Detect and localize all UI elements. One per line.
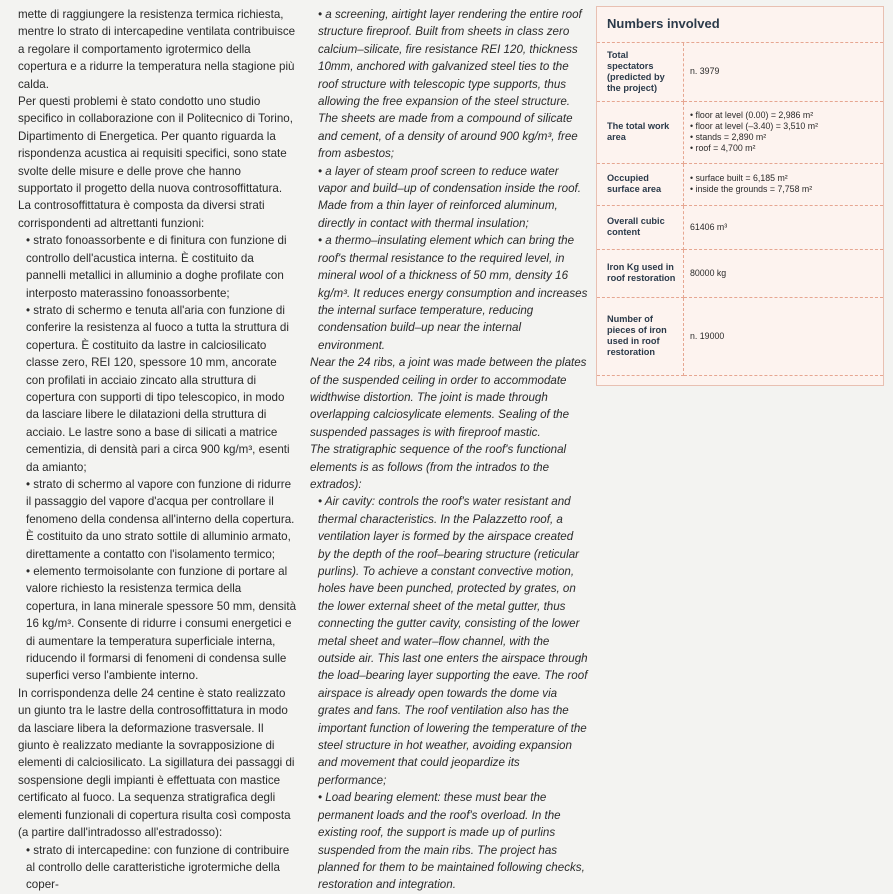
numbers-row-value (684, 297, 884, 375)
numbers-table (597, 43, 883, 376)
numbers-row (597, 249, 883, 297)
numbers-row (597, 297, 883, 375)
bullet-paragraph: • a thermo–insulating element which can bring the roof's thermal resistance to the required level, in mineral wool of a thickness of 50 mm, density 16 kg/m³. It reduces energy consumption and increases the internal surface temperature, reducing condensation build–up near the internal environment. (318, 234, 588, 352)
bullet-paragraph: • Load bearing element: these must bear the permanent loads and the roof's overload. In the existing roof, the support is made up of purlins suspended from the main ribs. The project has planned for them to be maintained following checks, restoration and integration. (318, 791, 585, 892)
numbers-title: Numbers involved (597, 7, 883, 43)
numbers-row-value (684, 43, 884, 101)
paragraph: Per questi problemi è stato condotto uno studio specifico in collaborazione con il Politecnico di Torino, Dipartimento di Energetica. Per quanto riguarda la rispondenza acustica ai requisiti specifici, sono state svolte delle misure e delle prove che hanno supportato il progetto della nuova controsoffittatura. (18, 95, 293, 196)
numbers-row-label: Occupied surface area (597, 163, 684, 205)
numbers-value-item: • inside the grounds = 7,758 m² (690, 184, 877, 195)
numbers-row-value (684, 205, 884, 249)
english-text-column (310, 6, 588, 894)
bullet-paragraph: • strato fonoassorbente e di finitura con funzione di controllo dell'acustica interna. È costituito da pannelli metallici in alluminio a doghe profilate con interposto materassino fonoassorbente; (26, 234, 287, 300)
numbers-row-value (684, 163, 884, 205)
numbers-involved-box (596, 6, 884, 386)
numbers-row-label: The total work area (597, 101, 684, 163)
bullet-paragraph: • strato di intercapedine: con funzione di contribuire al controllo delle caratteristiche igrotermiche della coper- (26, 843, 290, 892)
paragraph: Near the 24 ribs, a joint was made between the plates of the suspended ceiling in order to accommodate widthwise distortion. The joint is made through overlapping calciosylicate elements. Sealing of the suspended passages is with fireproof mastic. (310, 356, 587, 439)
numbers-value: n. 19000 (690, 330, 725, 341)
italian-text-column (18, 6, 296, 894)
numbers-value: 61406 m³ (690, 221, 728, 232)
numbers-value: 80000 kg (690, 267, 727, 278)
bullet-paragraph: • elemento termoisolante con funzione di portare al valore richiesto la resistenza termica della copertura, in lana minerale spessore 50 mm, densità 16 kg/m³. Consente di ridurre i consumi energetici e di aumentare la temperatura superficiale interna, riducendo il formarsi di fenomeni di condensa sulle superfici verso l'ambiente interno. (26, 565, 297, 683)
bullet-paragraph: • a screening, airtight layer rendering the entire roof structure fireproof. Built from sheets in class zero calcium–silicate, fire resistance REI 120, thickness 10mm, anchored with galvanized steel ties to the roof structure with telescopic type supports, thus allowing the free expansion of the steel structure. The sheets are made from a compound of silicate and cement, of a density of around 900 kg/m³, free from asbestos; (318, 8, 582, 161)
numbers-row-label: Number of pieces of iron used in roof restoration (597, 297, 684, 375)
numbers-value-item: • surface built = 6,185 m² (690, 173, 877, 184)
paragraph: mette di raggiungere la resistenza termica richiesta, mentre lo strato di intercapedine ventilata contribuisce a regolare il comportamento igrotermico della copertura e a ridurre la temperatura nella stagione più calda. (18, 8, 296, 91)
numbers-row-label: Iron Kg used in roof restoration (597, 249, 684, 297)
numbers-value-item: • stands = 2,890 m² (690, 132, 877, 143)
numbers-row-label: Total spectators (predicted by the project) (597, 43, 684, 101)
numbers-row (597, 43, 883, 101)
bullet-paragraph: • strato di schermo al vapore con funzione di ridurre il passaggio del vapore d'acqua per controllare il fenomeno della condensa all'interno della copertura. È costituito da uno strato sottile di alluminio armato, direttamente a contatto con l'isolamento termico; (26, 477, 295, 561)
numbers-row-value (684, 249, 884, 297)
paragraph: La controsoffittatura è composta da diversi strati corrispondenti ad altrettanti funzioni: (18, 199, 265, 230)
numbers-value: n. 3979 (690, 66, 720, 77)
numbers-row (597, 163, 883, 205)
numbers-value-item: • floor at level (0.00) = 2,986 m² (690, 110, 877, 121)
numbers-row (597, 205, 883, 249)
numbers-row-label: Overall cubic content (597, 205, 684, 249)
bullet-paragraph: • a layer of steam proof screen to reduce water vapor and build–up of condensation inside the roof. Made from a thin layer of reinforced aluminum, directly in contact with thermal insulation; (318, 164, 581, 230)
numbers-row-value (684, 101, 884, 163)
numbers-row (597, 101, 883, 163)
bullet-paragraph: • Air cavity: controls the roof's water resistant and thermal characteristics. In the Palazzetto roof, a ventilation layer is formed by the airspace created by the depth of the roof–bearing structure (reticular purlins). To achieve a constant convective motion, holes have been punched, protected by grates, on the lower external sheet of the metal gutter, thus connecting the gutter cavity, consisting of the lower metal sheet and water–flow channel, with the outside air. This last one enters the airspace through the load–bearing layer supporting the eave. The roof airspace is already open towards the dome via grates and fans. The roof ventilation also has the important function of lowering the temperature of the steel structure in hot weather, avoiding expansion and movement that could jeopardize its performance; (318, 495, 588, 787)
bullet-paragraph: • strato di schermo e tenuta all'aria con funzione di conferire la resistenza al fuoco a tutta la struttura di copertura. È costituito da lastre in calciosilicato classe zero, REI 120, spessore 10 mm, ancorate con profilati in acciaio zincato alla struttura di copertura con supporti di tipo telescopico, in modo da lasciare libere le dilatazioni della struttura di acciaio. Le lastre sono a base di silicati a matrice cementizia, di densità pari a circa 900 kg/m³, esenti da amianto; (26, 303, 290, 474)
paragraph: The stratigraphic sequence of the roof's functional elements is as follows (from the intrados to the extrados): (310, 443, 567, 491)
numbers-value-item: • roof = 4,700 m² (690, 143, 877, 154)
paragraph: In corrispondenza delle 24 centine è stato realizzato un giunto tra le lastre della controsoffittatura in modo da lasciare libera la deformazione trasversale. Il giunto è realizzato mediante la sovrapposizione di elementi di calciosilicato. La sigillatura dei passaggi di sospensione degli impianti è effettuata con mastice certificato al fuoco. La sequenza stratigrafica degli elementi funzionali di copertura risulta così composta (a partire dall'intradosso all'estradosso): (18, 686, 295, 840)
numbers-value-item: • floor at level (–3.40) = 3,510 m² (690, 121, 877, 132)
